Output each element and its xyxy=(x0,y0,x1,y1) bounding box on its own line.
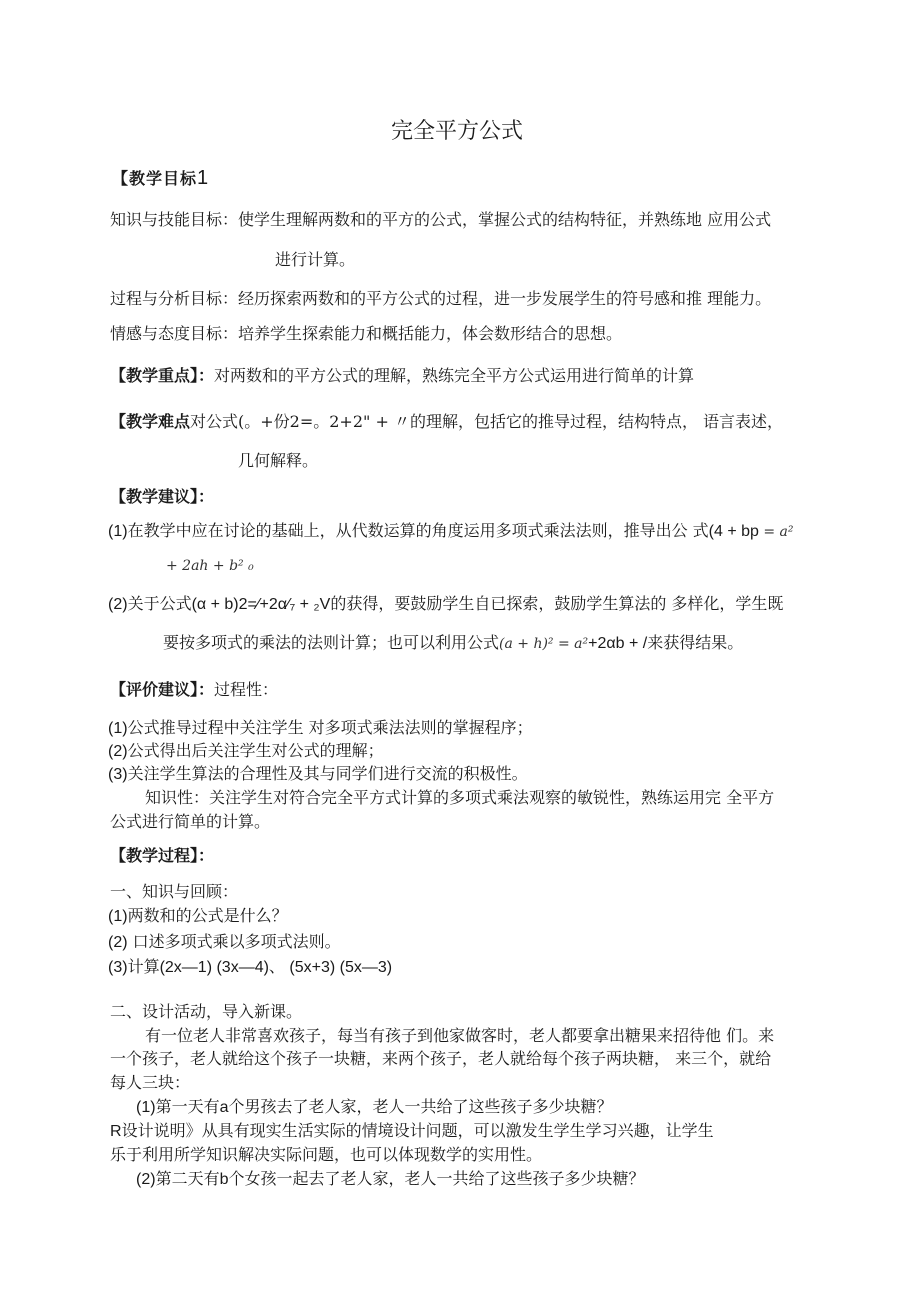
suggestion-item-2-cont xyxy=(163,633,743,654)
day-1-text-a: 第一天有 xyxy=(155,1097,220,1116)
knowledge-objective-cont: 进行计算。 xyxy=(275,250,356,269)
evaluation-item-num: (3) xyxy=(108,766,128,783)
suggestion-item-2-formula: (α + b)2=⁄+2α⁄₇ + ₂V xyxy=(191,596,331,613)
question-3-formula: (2x—1) (3x—4)、 (5x+3) (5x—3) xyxy=(159,959,393,976)
difficulty-heading: 【教学难点 xyxy=(110,412,191,431)
day-2-num: (2) xyxy=(136,1171,156,1188)
attitude-objective xyxy=(110,324,622,344)
evaluation-item-text: 公式推导过程中关注学生 对多项式乘法法则的掌握程序； xyxy=(127,718,533,737)
attitude-objective-text: 培养学生探索能力和概括能力，体会数形结合的思想。 xyxy=(238,324,623,343)
evaluation-heading-line xyxy=(110,680,278,700)
day-2-var: b xyxy=(219,1171,229,1188)
suggestion-item-1 xyxy=(108,521,794,542)
story-line-2: 一个孩子，老人就给这个孩子一块糖，来两个孩子，老人就给每个孩子两块糖， 来三个，就给 xyxy=(110,1049,772,1068)
key-point-heading: 【教学重点】： xyxy=(110,366,215,385)
objectives-heading-text: 【教学目标 xyxy=(112,169,198,188)
question-3-num: (3) xyxy=(108,959,128,976)
suggestion-item-2 xyxy=(108,594,783,615)
knowledge-objective-label: 知识与技能目标： xyxy=(110,210,239,229)
day-1-text-b: 个男孩去了老人家，老人一共给了这些孩子多少块糖？ xyxy=(228,1097,613,1116)
evaluation-item-num: (2) xyxy=(108,743,128,760)
suggestion-item-2-formula-it: (a + h)² = a² xyxy=(499,636,589,652)
day-2-text-b: 个女孩一起去了老人家，老人一共给了这些孩子多少块糖？ xyxy=(228,1169,645,1188)
day-2-question xyxy=(136,1169,645,1190)
key-point xyxy=(110,366,694,386)
difficulty-cont: 几何解释。 xyxy=(238,451,319,470)
suggestion-item-2-text: 关于公式 xyxy=(127,594,192,613)
evaluation-item-1 xyxy=(108,718,533,739)
key-point-text: 对两数和的平方公式的理解，熟练完全平方公式运用进行简单的计算 xyxy=(214,366,695,385)
suggestion-item-1-formula-it: = a² xyxy=(758,524,794,540)
question-1 xyxy=(108,906,288,927)
process-objective xyxy=(110,289,771,309)
evaluation-knowledge-1: 知识性：关注学生对符合完全平方式计算的多项式乘法观察的敏锐性，熟练运用完 全平方 xyxy=(145,788,775,807)
suggestion-item-1-num: (1) xyxy=(108,523,128,540)
difficulty xyxy=(110,412,783,432)
process-objective-text: 经历探索两数和的平方公式的过程，进一步发展学生的符号感和推 理能力。 xyxy=(238,289,772,308)
page-title: 完全平方公式 xyxy=(391,119,524,144)
suggestion-item-1-formula: (4 + bp xyxy=(708,523,759,540)
evaluation-item-num: (1) xyxy=(108,720,128,737)
difficulty-text: 对公式(。+份2=。2+2" + 〃的理解，包括它的推导过程，结构特点， 语言表述， xyxy=(190,412,784,431)
attitude-objective-label: 情感与态度目标： xyxy=(110,324,239,343)
day-1-var: a xyxy=(219,1099,229,1116)
section-2-title: 二、设计活动，导入新课。 xyxy=(110,1002,303,1021)
question-2-text: 口述多项式乘以多项式法则。 xyxy=(127,932,341,951)
process-objective-label: 过程与分析目标： xyxy=(110,289,239,308)
evaluation-item-text: 公式得出后关注学生对公式的理解； xyxy=(127,741,384,760)
suggestion-item-1-cont: + 2ah + b² ₀ xyxy=(166,558,254,574)
section-1-title: 一、知识与回顾： xyxy=(110,882,239,901)
evaluation-heading-tail: 过程性： xyxy=(214,680,279,699)
question-3-text: 计算 xyxy=(127,957,160,976)
question-2 xyxy=(108,932,341,953)
question-3 xyxy=(108,957,392,978)
evaluation-item-2 xyxy=(108,741,384,762)
day-1-question xyxy=(136,1097,613,1118)
day-2-text-a: 第二天有 xyxy=(155,1169,220,1188)
suggestion-item-2-end: 来获得结果。 xyxy=(647,633,744,652)
evaluation-item-text: 关注学生算法的合理性及其与同学们进行交流的积极性。 xyxy=(127,764,528,783)
question-1-text: 两数和的公式是什么？ xyxy=(127,906,288,925)
objectives-heading-tail: 1 xyxy=(197,167,210,189)
suggestion-item-2-text-b: 的获得，要鼓励学生自已探索，鼓励学生算法的 多样化，学生既 xyxy=(330,594,784,613)
evaluation-item-3 xyxy=(108,764,528,785)
story-line-3: 每人三块： xyxy=(110,1073,191,1092)
knowledge-objective-text: 使学生理解两数和的平方的公式，掌握公式的结构特征，并熟练地 应用公式 xyxy=(238,210,772,229)
question-2-num: (2) xyxy=(108,934,128,951)
suggestion-item-2-formula-tail: +2αb + / xyxy=(588,635,648,652)
suggestion-item-2-num: (2) xyxy=(108,596,128,613)
process-heading: 【教学过程】： xyxy=(110,846,215,865)
story-line-1: 有一位老人非常喜欢孩子，每当有孩子到他家做客时，老人都要拿出糖果来招待他 们。来 xyxy=(145,1026,775,1045)
evaluation-knowledge-2: 公式进行简单的计算。 xyxy=(110,812,271,831)
design-note-text: 设计说明》从具有现实生活实际的情境设计问题，可以激发生学生学习兴趣，让学生 xyxy=(121,1121,714,1140)
suggestions-heading: 【教学建议】： xyxy=(110,487,215,506)
day-1-num: (1) xyxy=(136,1099,156,1116)
design-note-prefix: R xyxy=(110,1123,122,1140)
design-note-2: 乐于利用所学知识解决实际问题，也可以体现数学的实用性。 xyxy=(110,1145,543,1164)
question-1-num: (1) xyxy=(108,908,128,925)
knowledge-objective xyxy=(110,210,771,230)
evaluation-heading: 【评价建议】： xyxy=(110,680,215,699)
suggestion-item-1-text: 在教学中应在讨论的基础上，从代数运算的角度运用多项式乘法法则，推导出公 式 xyxy=(127,521,709,540)
objectives-heading xyxy=(112,168,209,189)
suggestion-item-2-line2: 要按多项式的乘法的法则计算；也可以利用公式 xyxy=(163,633,500,652)
design-note-1 xyxy=(110,1121,714,1142)
